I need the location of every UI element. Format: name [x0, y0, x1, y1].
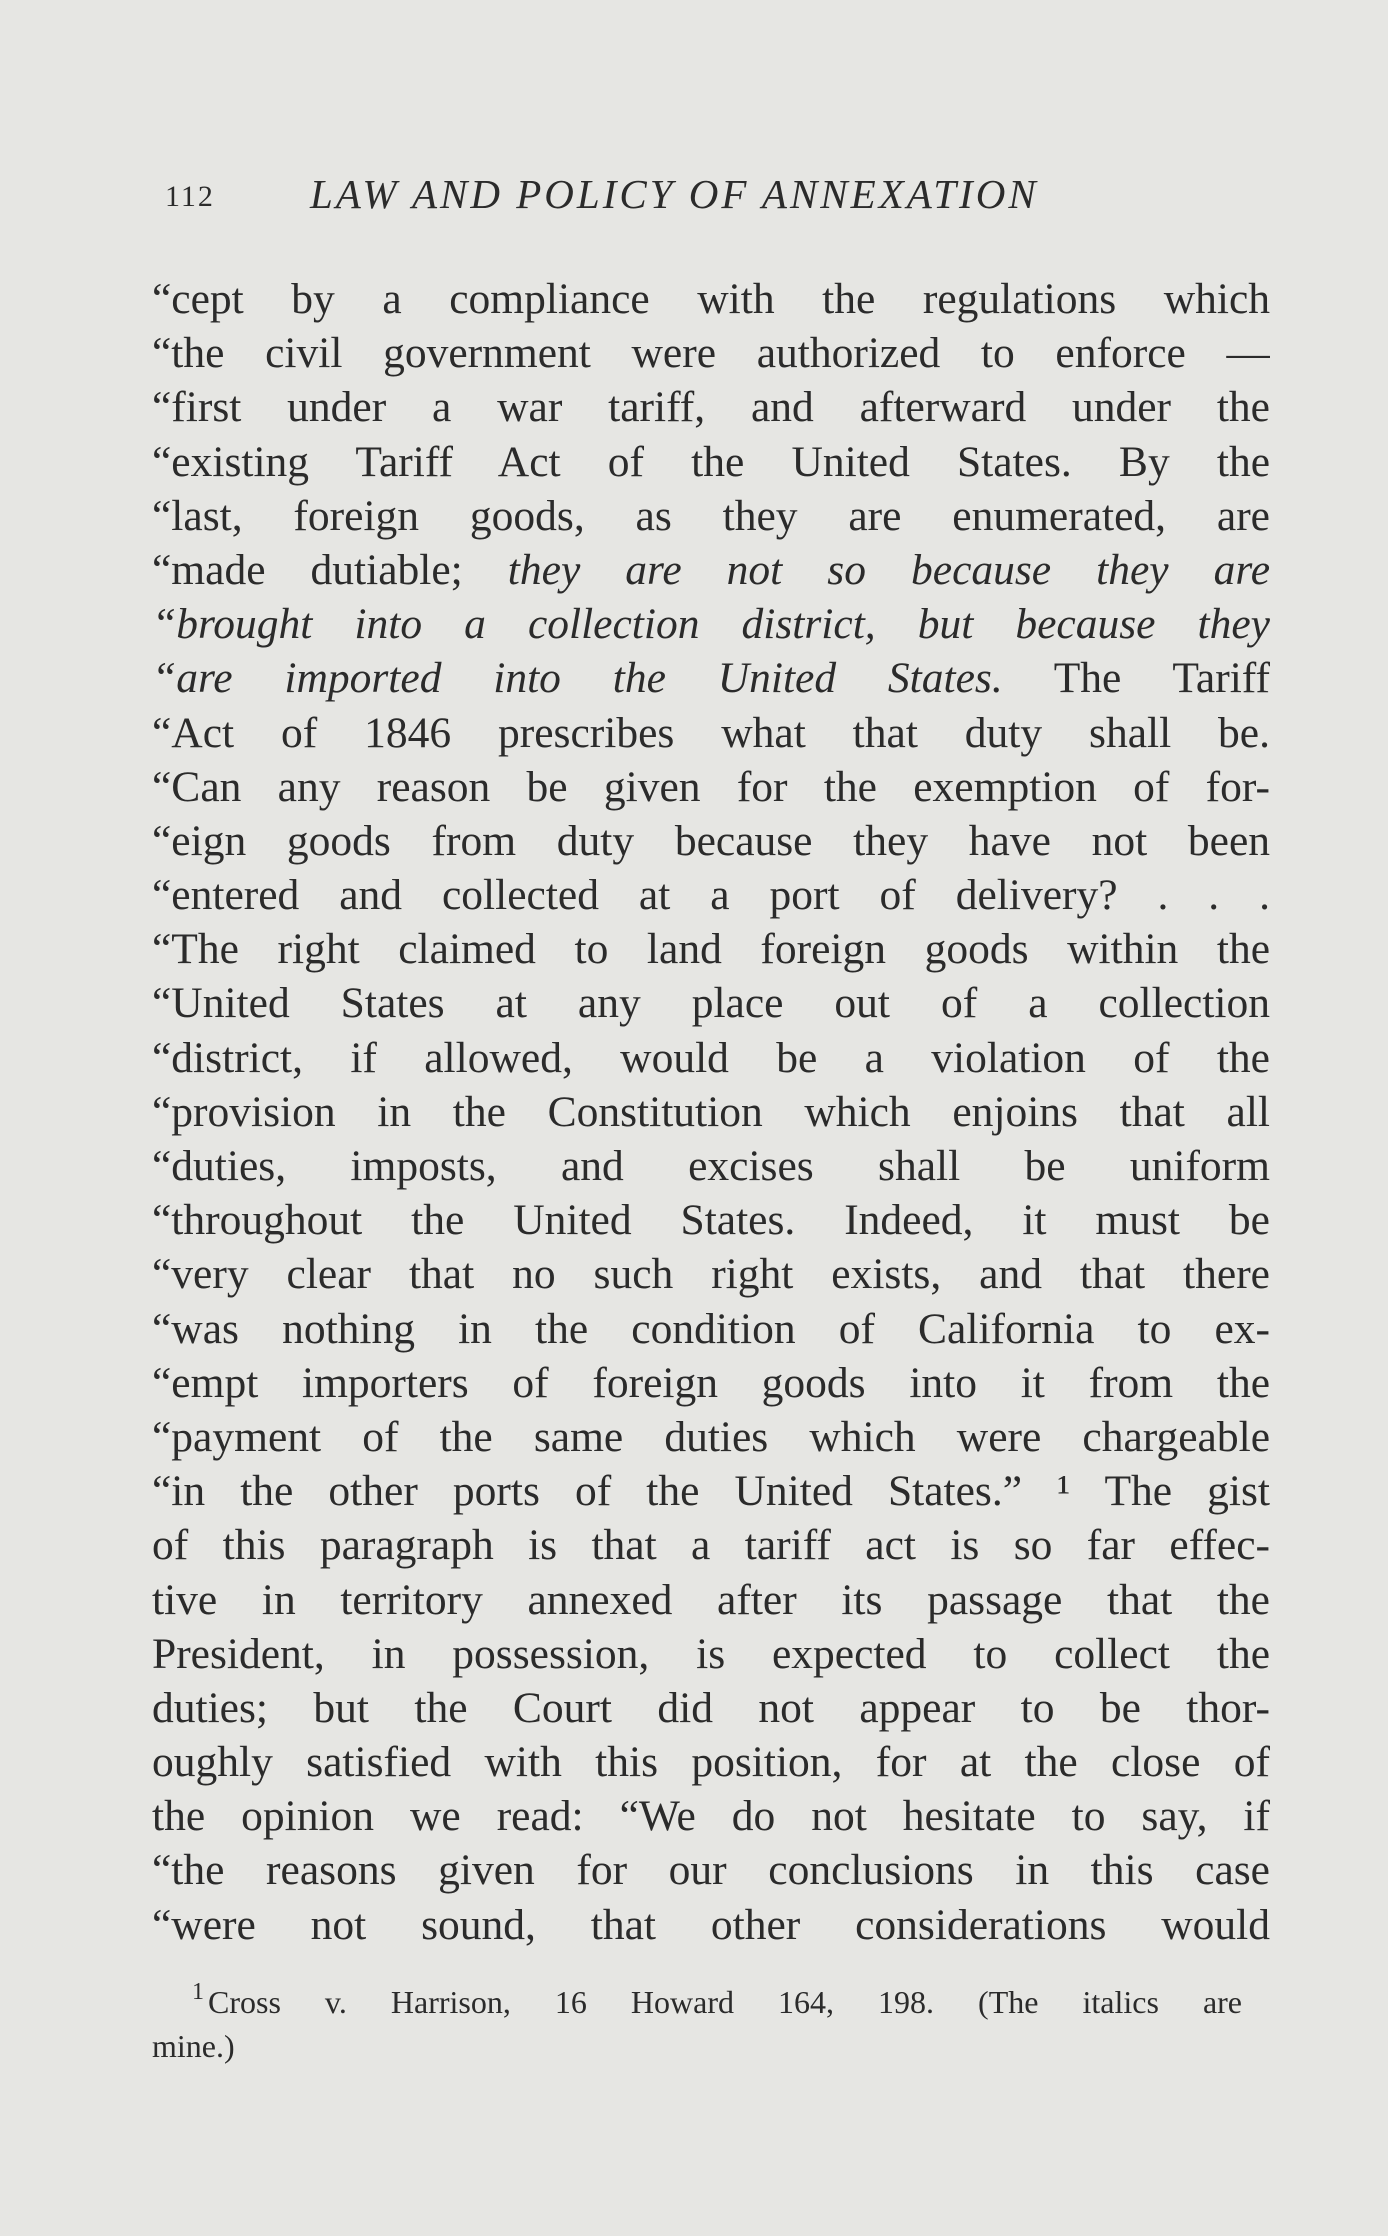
body-text	[152, 272, 1270, 1952]
text-line-italic-mixed	[152, 651, 1270, 705]
footnote-line: mine.)	[152, 2028, 235, 2064]
text-line: “empt importers of foreign goods into it from the	[152, 1358, 1270, 1407]
footnote-marker: 1	[192, 1979, 204, 2005]
text-line: “duties, imposts, and excises shall be uniform	[152, 1142, 1270, 1190]
text-line: “throughout the United States. Indeed, it must be	[152, 1196, 1270, 1245]
text-line: “United States at any place out of a collection	[152, 979, 1270, 1028]
page-number: 112	[165, 180, 215, 213]
text-line: oughly satisfied with this position, for at the close of	[152, 1738, 1270, 1787]
text-segment: “made dutiable;	[152, 545, 508, 594]
text-line: duties; but the Court did not appear to be thor-	[152, 1683, 1270, 1732]
text-line: tive in territory annexed after its passage that the	[152, 1575, 1270, 1624]
text-line: “payment of the same duties which were chargeable	[152, 1412, 1270, 1461]
italic-segment: they are not so because they are	[507, 545, 1270, 594]
text-line: “were not sound, that other considerations would	[152, 1900, 1270, 1949]
text-line: “first under a war tariff, and afterward under the	[152, 383, 1270, 432]
text-line: the opinion we read: “We do not hesitate to say, if	[152, 1792, 1270, 1841]
text-line: “existing Tariff Act of the United States. By the	[152, 437, 1270, 486]
footnote-text: Cross v. Harrison, 16 Howard 164, 198. (The italics are	[208, 1984, 1242, 2020]
text-line: “district, if allowed, would be a violation of the	[152, 1033, 1270, 1082]
text-line: “cept by a compliance with the regulations which	[152, 275, 1270, 323]
footnote	[152, 1970, 1242, 2068]
footnote-line	[152, 1970, 1242, 2024]
text-line-italic	[152, 597, 1270, 651]
text-line: “the reasons given for our conclusions in this case	[152, 1846, 1270, 1895]
text-line: “entered and collected at a port of delivery? . . .	[152, 871, 1270, 920]
text-line-italic-mixed	[152, 543, 1270, 597]
text-segment: The Tariff	[1002, 654, 1270, 703]
running-title: LAW AND POLICY OF ANNEXATION	[310, 171, 1039, 217]
text-line: “provision in the Constitution which enjoins that all	[152, 1087, 1270, 1136]
italic-segment: “brought into a collection district, but because they	[152, 600, 1270, 649]
text-line: “eign goods from duty because they have not been	[152, 816, 1270, 865]
text-line: “Can any reason be given for the exemption of for-	[152, 762, 1270, 811]
page-header	[165, 170, 1265, 230]
text-line: “the civil government were authorized to enforce —	[152, 329, 1270, 378]
text-line: of this paragraph is that a tariff act is so far effec-	[152, 1521, 1270, 1570]
text-line: “very clear that no such right exists, and that there	[152, 1250, 1270, 1299]
text-line: President, in possession, is expected to collect the	[152, 1629, 1270, 1678]
text-line: “Act of 1846 prescribes what that duty shall be.	[152, 708, 1270, 757]
text-line: “The right claimed to land foreign goods within the	[152, 925, 1270, 974]
text-line: “last, foreign goods, as they are enumerated, are	[152, 491, 1270, 540]
text-line: “was nothing in the condition of California to ex-	[152, 1304, 1270, 1353]
text-line: “in the other ports of the United States.” ¹ The gist	[152, 1467, 1270, 1516]
italic-segment: “are imported into the United States.	[152, 654, 1003, 703]
